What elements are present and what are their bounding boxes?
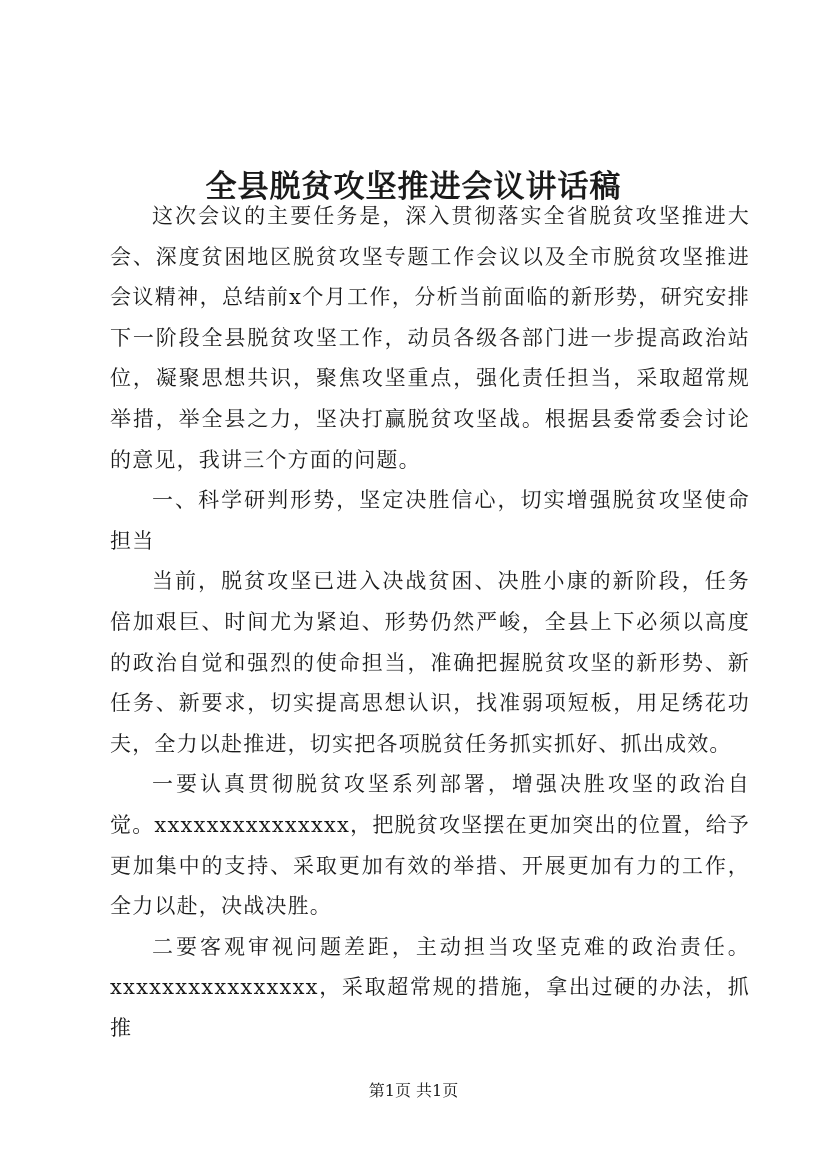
paragraph-situation: 当前，脱贫攻坚已进入决战贫困、决胜小康的新阶段，任务倍加艰巨、时间尤为紧迫、形势仍然严峻，全县上下必须以高度的政治自觉和强烈的使命担当，准确把握脱贫攻坚的新形势、新任务、新要求，切实提高思想认识，找准弱项短板，用足绣花功夫，全力以赴推进，切实把各项脱贫任务抓实抓好、抓出成效。 [110, 569, 750, 756]
document-body [110, 196, 750, 1048]
section-heading-1: 一、科学研判形势，坚定决胜信心，切实增强脱贫攻坚使命担当 [110, 488, 750, 553]
paragraph-point-1: 一要认真贯彻脱贫攻坚系列部署，增强决胜攻坚的政治自觉。xxxxxxxxxxxxxxx，把脱贫攻坚摆在更加突出的位置，给予更加集中的支持、采取更加有效的举措、开展更加有力的工作，全力以赴，决战决胜。 [110, 772, 750, 919]
paragraph-point-2: 二要客观审视问题差距，主动担当攻坚克难的政治责任。xxxxxxxxxxxxxxxx，采取超常规的措施，拿出过硬的办法，抓推 [110, 934, 750, 1040]
paragraph-intro: 这次会议的主要任务是，深入贯彻落实全省脱贫攻坚推进大会、深度贫困地区脱贫攻坚专题工作会议以及全市脱贫攻坚推进会议精神，总结前x个月工作，分析当前面临的新形势，研究安排下一阶段全县脱贫攻坚工作，动员各级各部门进一步提高政治站位，凝聚思想共识，聚焦攻坚重点，强化责任担当，采取超常规举措，举全县之力，坚决打赢脱贫攻坚战。根据县委常委会讨论的意见，我讲三个方面的问题。 [110, 204, 750, 472]
document-title: 全县脱贫攻坚推进会议讲话稿 [205, 168, 622, 205]
page-number-footer: 第1页 共1页 [368, 1081, 459, 1100]
